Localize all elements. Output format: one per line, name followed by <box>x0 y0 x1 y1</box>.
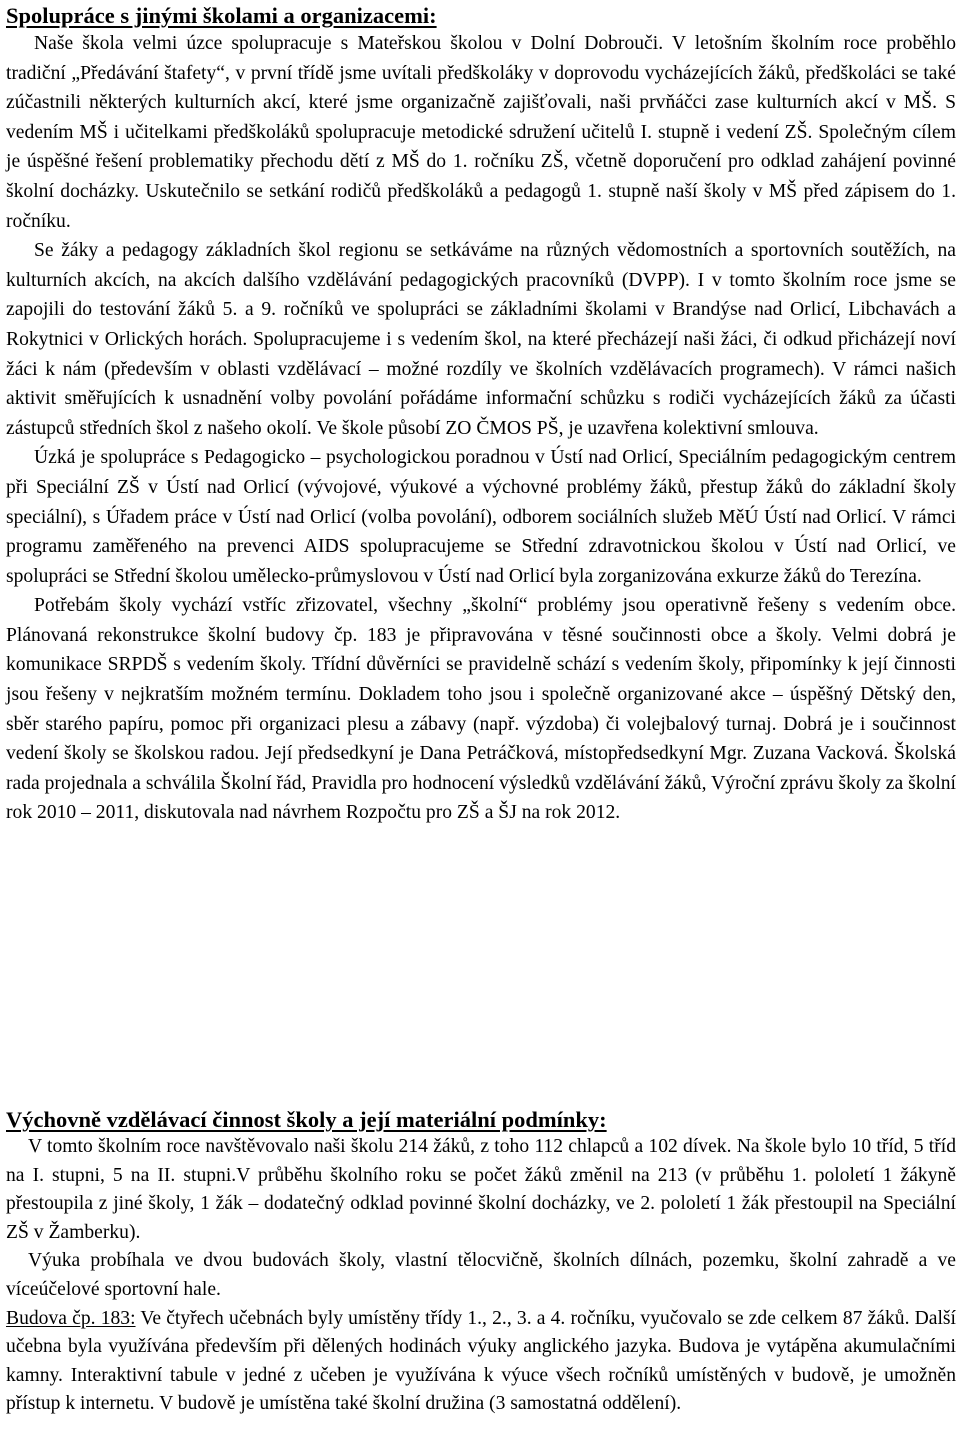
building-label: Budova čp. 183: <box>6 1307 136 1329</box>
paragraph-kindergarten: Naše škola velmi úzce spolupracuje s Mateřskou školou v Dolní Dobrouči. V letošním školním roce proběhlo tradiční „Předávání štafety“, v první třídě jsme uvítali předškoláky v doprovodu vycházejících žáků, předškoláci se také zúčastnili některých kulturních akcí, které jsme organizačně zajišťovali, naši prvňáčci zase kulturních akcí v MŠ. S vedením MŠ i učitelkami předškoláků spolupracuje metodické sdružení učitelů I. stupně i vedení ZŠ. Společným cílem je úspěšné řešení problematiky přechodu dětí z MŠ do 1. ročníku ZŠ, včetně doporučení pro odklad zahájení povinné školní docházky. Uskutečnilo se setkání rodičů předškoláků a pedagogů 1. stupně naší školy v MŠ před zápisem do 1. ročníku. <box>6 33 956 232</box>
paragraph-founder-council: Potřebám školy vychází vstříc zřizovatel, všechny „školní“ problémy jsou operativně řešeny s vedením obce. Plánovaná rekonstrukce školní budovy čp. 183 je připravována v těsné součinnosti obce a školy. Velmi dobrá je komunikace SRPDŠ s vedením školy. Třídní důvěrníci se pravidelně schází s vedením školy, připomínky k její činnosti jsou řešeny v nejkratším možném termínu. Dokladem toho jsou i společně organizované akce – úspěšný Dětský den, sběr starého papíru, pomoc při organizaci plesu a zábavy (např. výzdoba) či volejbalový turnaj. Dobrá je i součinnost vedení školy se školskou radou. Její předsedkyní je Dana Petráčková, místopředsedkyní Mgr. Zuzana Vacková. Školská rada projednala a schválila Školní řád, Pravidla pro hodnocení výsledků vzdělávání žáků, Výroční zprávu školy za školní rok 2010 – 2011, diskutovala nad návrhem Rozpočtu pro ZŠ a ŠJ na rok 2012. <box>6 595 956 824</box>
section-cooperation <box>6 2 956 828</box>
paragraph-schools-region: Se žáky a pedagogy základních škol regionu se setkáváme na různých vědomostních a sportovních soutěžích, na kulturních akcích, na akcích dalšího vzdělávání pedagogických pracovníků (DVPP). I v tomto školním roce jsme se zapojili do testování žáků 5. a 9. ročníků ve spolupráci se základními školami v Brandýse nad Orlicí, Libchavách a Rokytnici v Orlických horách. Spolupracujeme i s vedením škol, na které přecházejí naši žáci, či odkud přicházejí noví žáci k nám (především v oblasti vzdělávací – možné rozdíly ve školních vzdělávacích programech). V rámci našich aktivit směřujících k usnadnění volby povolání pořádáme informační schůzku s rodiči vycházejících žáků za účasti zástupců středních škol z našeho okolí. Ve škole působí ZO ČMOS PŠ, je uzavřena kolektivní smlouva. <box>6 240 956 439</box>
building-text: Ve čtyřech učebnách byly umístěny třídy 1., 2., 3. a 4. ročníku, vyučovalo se zde celkem 87 žáků. Další učebna byla využívána především při dělených hodinách výuky anglického jazyka. Budova je vytápěna akumulačními kamny. Interaktivní tabule v jedné z učeben je využívána k výuce všech ročníků umístěných v budově, je umožněn přístup k internetu. V budově je umístěna také školní družina (3 samostatná oddělení). <box>6 1307 956 1415</box>
paragraph-pupil-count: V tomto školním roce navštěvovalo naši školu 214 žáků, z toho 112 chlapců a 102 dívek. Na škole bylo 10 tříd, 5 tříd na I. stupni, 5 na II. stupni.V průběhu školního roku se počet žáků změnil na 213 (v průběhu 1. pololetí 1 žákyně přestoupila z jiné školy, 1 žák – dodatečný odklad povinné školní docházky, ve 2. pololetí 1 žák přestoupil na Speciální ZŠ v Žamberku). <box>6 1136 956 1243</box>
paragraph-teaching-locations: Výuka probíhala ve dvou budovách školy, vlastní tělocvičně, školních dílnách, pozemku, školní zahradě a ve víceúčelové sportovní hale. <box>6 1250 956 1300</box>
section-heading-education: Výchovně vzdělávací činnost školy a její materiální podmínky: <box>6 1107 607 1132</box>
paragraph-counseling: Úzká je spolupráce s Pedagogicko – psychologickou poradnou v Ústí nad Orlicí, Speciálním pedagogickým centrem při Speciální ZŠ v Ústí nad Orlicí (vývojové, výukové a výchovné problémy žáků, přestup žáků do základní školy speciální), s Úřadem práce v Ústí nad Orlicí (volba povolání), odborem sociálních služeb MěÚ Ústí nad Orlicí. V rámci programu zaměřeného na prevenci AIDS spolupracujeme se Střední zdravotnickou školou v Ústí nad Orlicí, ve spolupráci se Střední školou umělecko-průmyslovou v Ústí nad Orlicí byla zorganizována exkurze žáků do Terezína. <box>6 447 956 587</box>
paragraph-building-183 <box>6 1305 956 1419</box>
section-education-conditions <box>6 1106 956 1419</box>
section-heading-cooperation: Spolupráce s jinými školami a organizacemi: <box>6 3 437 28</box>
